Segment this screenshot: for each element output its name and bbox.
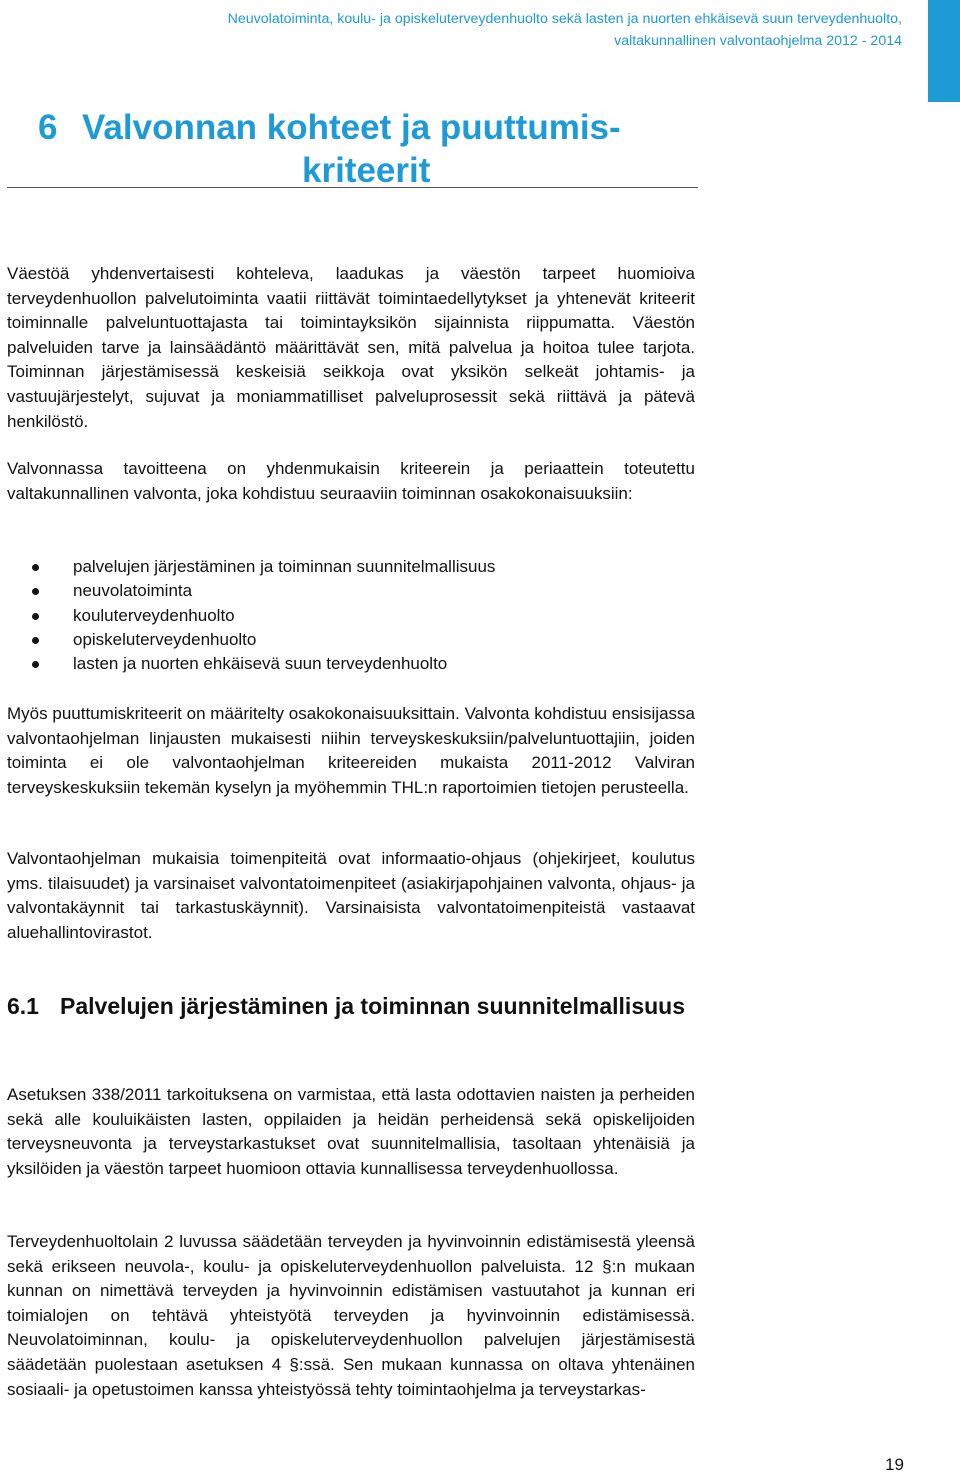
paragraph-1-text: Väestöä yhdenvertaisesti kohteleva, laadukas ja väestön tarpeet huomioiva terveydenhuollon palvelutoiminta vaatii riittävät toimintaedellytykset ja yhtenevät kriteerit toiminnalle palveluntuottajasta tai toimintayksikön sijainnista riippumatta. Väestön palveluiden tarve ja lainsäädäntö määrittävät sen, mitä palvelua ja hoitoa tulee tarjota. Toiminnan järjestämisessä keskeisiä seikkoja ovat yksikön selkeät johtamis- ja vastuujärjestelyt, sujuvat ja moniammatilliset palveluprosessit sekä riittävä ja pätevä henkilöstö. [7,264,695,431]
page-number: 19 [885,1455,904,1474]
paragraph-5 [7,1083,695,1181]
bullet-dot-icon [32,588,39,595]
paragraph-3 [7,702,695,800]
section-number: 6.1 [7,993,39,1019]
list-item-label: opiskeluterveydenhuolto [73,629,257,649]
paragraph-6-text: Terveydenhuoltolain 2 luvussa säädetään terveyden ja hyvinvoinnin edistämisestä yleensä sekä erikseen neuvola-, koulu- ja opiskeluterveydenhuollon palveluista. 12 §:n mukaan kunnan on nimettävä terveyden ja hyvinvoinnin edistämisen vastuutahot ja kunnan eri toimialojen on tehtävä yhteistyötä terveyden ja hyvinvoinnin edistämisessä. Neuvolatoiminnan, koulu- ja opiskeluterveydenhuollon palvelujen järjestämisestä säädetään puolestaan asetuksen 4 §:ssä. Sen mukaan kunnassa on oltava yhtenäinen sosiaali- ja opetustoimen kanssa yhteistyössä tehty toimintaohjelma ja terveystarkas- [7,1232,695,1399]
list-item-label: palvelujen järjestäminen ja toiminnan suunnitelmallisuus [73,557,496,576]
paragraph-2 [7,457,695,506]
paragraph-3-text: Myös puuttumiskriteerit on määritelty osakokonaisuuksittain. Valvonta kohdistuu ensisijassa valvontaohjelman linjausten mukaisesti niihin terveyskeskuksiin/palveluntuottajiin, joiden toiminta ei ole valvontaohjelman kriteereiden mukaista 2011-2012 Valviran terveyskeskuksiin tekemän kyselyn ja myöhemmin THL:n raportoimien tietojen perusteella. [7,704,695,797]
bullet-list [7,555,695,676]
chapter-title [38,106,698,192]
list-item-label: lasten ja nuorten ehkäisevä suun terveydenhuolto [73,654,448,674]
paragraph-4 [7,847,695,945]
chapter-title-line-1: Valvonnan kohteet ja puuttumis- [82,108,621,147]
running-header-line-2: valtakunnallinen valvontaohjelma 2012 - 2014 [614,33,902,49]
bullet-dot-icon [32,564,39,571]
paragraph-2-text: Valvonnassa tavoitteena on yhdenmukaisin kriteerein ja periaattein toteutettu valtakunnallinen valvonta, joka kohdistuu seuraaviin toiminnan osakokonaisuuksiin: [7,459,695,503]
list-item [7,555,695,579]
corner-tab [928,0,960,102]
running-header [142,8,902,52]
list-item-label: kouluterveydenhuolto [73,605,235,625]
list-item [7,604,695,628]
title-divider [7,187,698,188]
running-header-line-1: Neuvolatoiminta, koulu- ja opiskeluterveydenhuolto sekä lasten ja nuorten ehkäisevä suun terveydenhuolto, [227,11,902,27]
bullet-dot-icon [32,661,39,668]
paragraph-5-text: Asetuksen 338/2011 tarkoituksena on varmistaa, että lasta odottavien naisten ja perheiden sekä alle kouluikäisten lasten, oppilaiden ja heidän perheidensä sekä opiskelijoiden terveysneuvonta ja terveystarkastukset ovat suunnitelmallisia, tasoltaan yhtenäisiä ja yksilöiden ja väestön tarpeet huomioon ottavia kunnallisessa terveydenhuollossa. [7,1085,695,1178]
list-item [7,579,695,603]
list-item [7,652,695,676]
section-heading [7,992,695,1021]
paragraph-4-text: Valvontaohjelman mukaisia toimenpiteitä ovat informaatio-ohjaus (ohjekirjeet, koulutus yms. tilaisuudet) ja varsinaiset valvontatoimenpiteet (asiakirjapohjainen valvonta, ohjaus- ja valvontakäynnit tai tarkastuskäynnit). Varsinaisista valvontatoimenpiteistä vastaavat aluehallintovirastot. [7,849,695,942]
chapter-title-line-2: kriteerit [302,151,431,190]
chapter-number: 6 [38,108,58,147]
bullet-dot-icon [32,637,39,644]
list-item-label: neuvolatoiminta [73,581,193,601]
paragraph-6 [7,1230,695,1402]
section-title: Palvelujen järjestäminen ja toiminnan suunnitelmallisuus [60,993,685,1019]
bullet-dot-icon [32,613,39,620]
paragraph-1 [7,262,695,434]
list-item [7,628,695,652]
